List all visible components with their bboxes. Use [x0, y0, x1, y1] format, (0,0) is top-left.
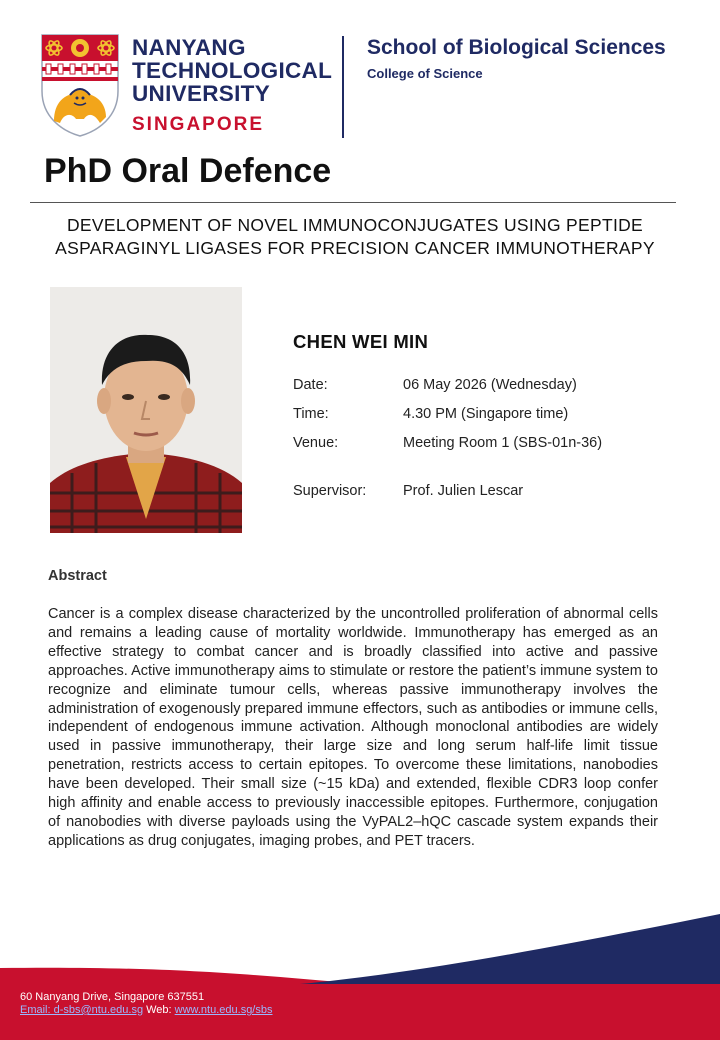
date-label: Date: — [293, 377, 328, 393]
university-name-line-3: UNIVERSITY — [132, 81, 271, 106]
web-prefix: Web: — [143, 1004, 175, 1016]
supervisor-value: Prof. Julien Lescar — [403, 483, 524, 499]
time-label: Time: — [293, 406, 329, 422]
university-name — [132, 36, 332, 105]
time-value: 4.30 PM (Singapore time) — [403, 406, 569, 422]
venue-label: Venue: — [293, 435, 339, 451]
date-value: 06 May 2026 (Wednesday) — [403, 377, 577, 393]
footer-contacts — [20, 1004, 273, 1016]
header-divider — [342, 36, 344, 138]
title-rule — [30, 202, 676, 203]
abstract-body: Cancer is a complex disease characterized by the uncontrolled proliferation of abnormal cells and remains a leading cause of mortality worldwide. Immunotherapy has emerged as an effective strategy to combat cancer and is broadly classified into active and passive approaches. Active immunotherapy aims to stimulate or restore the patient’s immune system to recognize and eliminate tumour cells, whereas passive immunotherapy involves the administration of exogenously prepared immune effectors, such as antibodies or immune cells, independent of endogenous immune activation. Although monoclonal antibodies are widely used in passive immunotherapy, their large size and long serum half-life limit tissue penetration, restricts access to certain epitopes. To overcome these limitations, nanobodies have been developed. Their small size (~15 kDa) and extended, flexible CDR3 loop confer high affinity and enable access to previously inaccessible epitopes. Furthermore, conjugation of nanobodies with diverse payloads using the VyPAL2–hQC cascade system expands their applications as drug conjugates, imaging probes, and PET tracers. — [48, 606, 658, 849]
email-link[interactable]: Email: d-sbs@ntu.edu.sg — [20, 1004, 144, 1016]
university-name-line-1: NANYANG — [132, 35, 246, 60]
candidate-photo — [50, 287, 242, 533]
thesis-title — [30, 214, 680, 260]
page-title: PhD Oral Defence — [44, 152, 332, 190]
footer-address: 60 Nanyang Drive, Singapore 637551 — [20, 991, 205, 1003]
thesis-title-line-2: ASPARAGINYL LIGASES FOR PRECISION CANCER IMMUNOTHERAPY — [55, 238, 655, 258]
college-name: College of Science — [367, 66, 483, 81]
school-name: School of Biological Sciences — [367, 36, 666, 59]
abstract-heading: Abstract — [48, 568, 107, 584]
ntu-crest-logo — [40, 33, 120, 137]
supervisor-label: Supervisor: — [293, 483, 367, 499]
footer-band — [0, 900, 720, 1040]
university-name-line-2: TECHNOLOGICAL — [132, 58, 333, 83]
university-country: SINGAPORE — [132, 114, 265, 135]
web-link[interactable]: www.ntu.edu.sg/sbs — [174, 1004, 273, 1016]
thesis-title-line-1: DEVELOPMENT OF NOVEL IMMUNOCONJUGATES USING PEPTIDE — [66, 215, 644, 235]
venue-value: Meeting Room 1 (SBS-01n-36) — [403, 435, 603, 451]
candidate-name: CHEN WEI MIN — [293, 331, 429, 352]
